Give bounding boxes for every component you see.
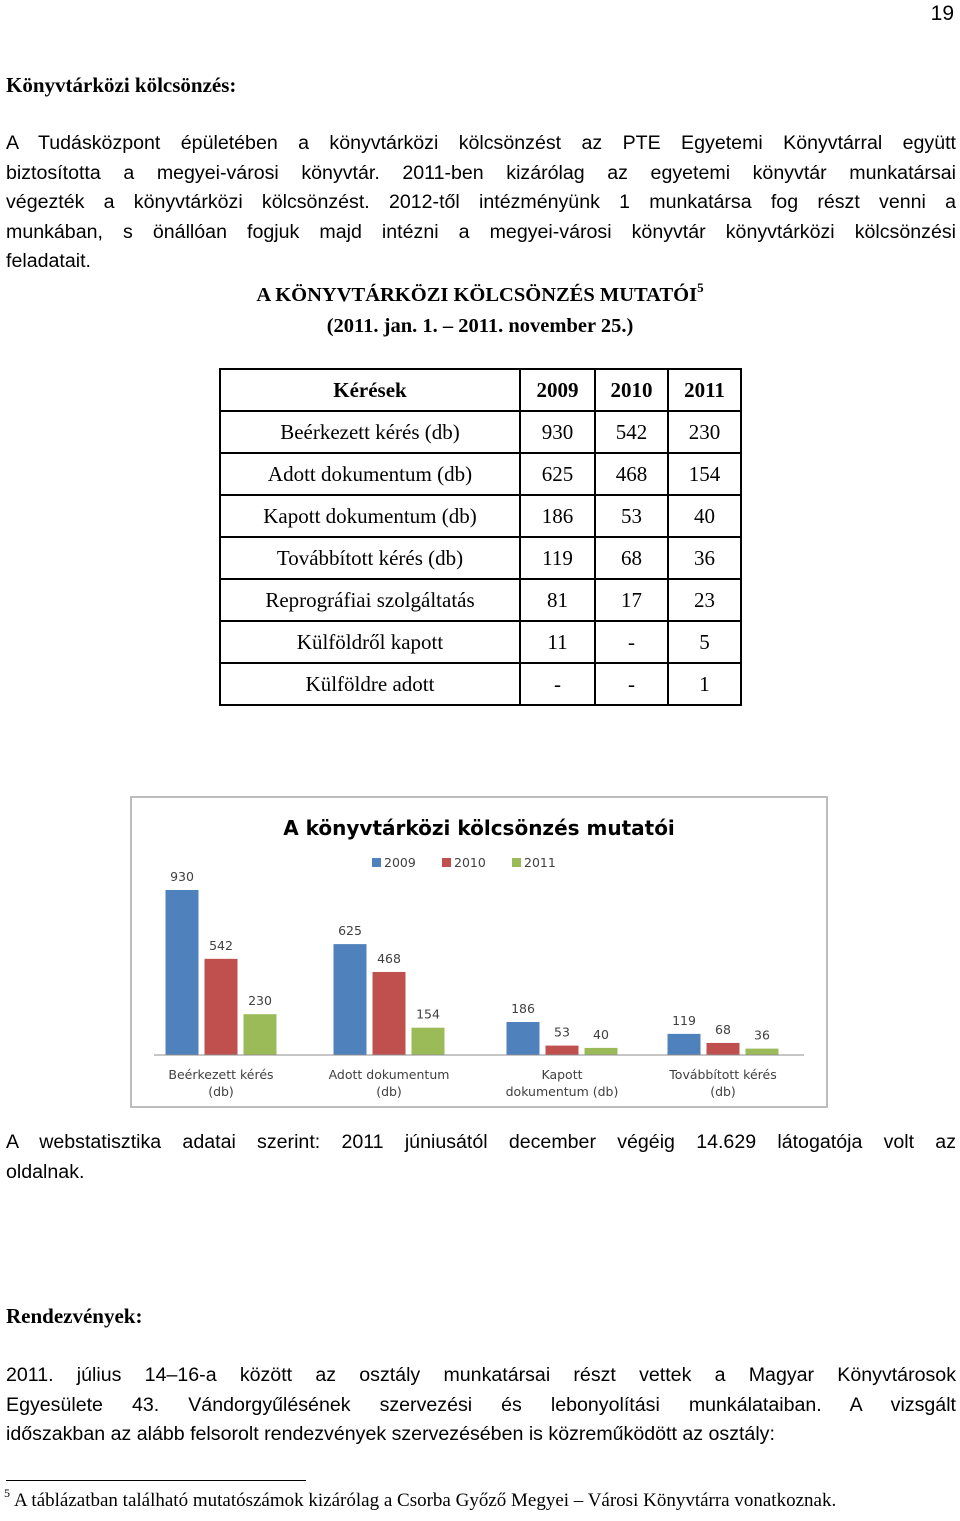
cell-2011: 154 bbox=[668, 453, 741, 495]
cell-2009: - bbox=[520, 663, 595, 705]
text-line: munkában, s önállóan fogjuk majd intézni a megyei-városi könyvtár könyvtárközi kölcsönzési bbox=[6, 220, 956, 243]
data-label-2011-2: 40 bbox=[593, 1026, 609, 1042]
cell-2010: 468 bbox=[595, 453, 668, 495]
chart-title: A könyvtárközi kölcsönzés mutatói bbox=[283, 816, 675, 840]
legend-label-2009: 2009 bbox=[384, 855, 416, 870]
footnote-reference: 5 bbox=[697, 280, 704, 295]
table-row bbox=[220, 453, 741, 495]
cell-2011: 23 bbox=[668, 579, 741, 621]
text-line: oldalnak. bbox=[6, 1160, 85, 1183]
header-2009: 2009 bbox=[520, 369, 595, 411]
bar-2009-1 bbox=[334, 944, 367, 1055]
cell-2010: - bbox=[595, 621, 668, 663]
text-line: biztosította a megyei-városi könyvtár. 2011-ben kizárólag az egyetemi könyvtár munkatársai bbox=[6, 161, 956, 184]
category-label-3-0: Továbbított kérés bbox=[669, 1067, 777, 1082]
header-requests: Kérések bbox=[220, 369, 520, 411]
row-label: Továbbított kérés (db) bbox=[220, 537, 520, 579]
bar-2011-3 bbox=[746, 1049, 779, 1055]
page-number: 19 bbox=[930, 2, 954, 25]
row-label: Beérkezett kérés (db) bbox=[220, 411, 520, 453]
row-label: Adott dokumentum (db) bbox=[220, 453, 520, 495]
data-label-2011-1: 154 bbox=[416, 1006, 440, 1022]
legend-swatch-2009 bbox=[372, 858, 381, 867]
bar-2010-3 bbox=[707, 1043, 740, 1055]
data-label-2011-0: 230 bbox=[248, 993, 272, 1009]
table-header-row bbox=[220, 369, 741, 411]
row-label: Reprográfiai szolgáltatás bbox=[220, 579, 520, 621]
bar-2009-3 bbox=[668, 1034, 701, 1055]
chart-frame bbox=[130, 796, 828, 1108]
bar-2009-0 bbox=[166, 890, 199, 1055]
cell-2010: 17 bbox=[595, 579, 668, 621]
category-label-2-1: dokumentum (db) bbox=[505, 1084, 619, 1099]
section-heading-interlibrary-loan: Könyvtárközi kölcsönzés: bbox=[6, 73, 237, 97]
cell-2009: 625 bbox=[520, 453, 595, 495]
cell-2009: 119 bbox=[520, 537, 595, 579]
data-label-2009-3: 119 bbox=[672, 1012, 696, 1028]
cell-2010: 542 bbox=[595, 411, 668, 453]
interlibrary-loan-table bbox=[219, 368, 742, 706]
data-label-2010-1: 468 bbox=[377, 950, 401, 966]
category-label-2-0: Kapott bbox=[541, 1067, 583, 1082]
text-line: végezték a könyvtárközi kölcsönzést. 2012-től intézményünk 1 munkatársa fog részt venni a bbox=[6, 191, 956, 213]
header-2011: 2011 bbox=[668, 369, 741, 411]
footnote bbox=[4, 1486, 837, 1512]
cell-2011: 1 bbox=[668, 663, 741, 705]
legend-swatch-2010 bbox=[442, 858, 451, 867]
text-line: A webstatisztika adatai szerint: 2011 júniusától december végéig 14.629 látogatója volt az bbox=[6, 1131, 956, 1153]
row-label: Kapott dokumentum (db) bbox=[220, 495, 520, 537]
category-label-3-1: (db) bbox=[710, 1084, 736, 1099]
cell-2011: 230 bbox=[668, 411, 741, 453]
data-label-2010-2: 53 bbox=[554, 1024, 570, 1040]
bar-2011-1 bbox=[412, 1028, 445, 1055]
legend-label-2010: 2010 bbox=[454, 855, 486, 870]
bar-2010-1 bbox=[373, 972, 406, 1055]
data-label-2009-2: 186 bbox=[511, 1001, 535, 1016]
cell-2010: - bbox=[595, 663, 668, 705]
cell-2011: 5 bbox=[668, 621, 741, 663]
table-row bbox=[220, 579, 741, 621]
cell-2009: 930 bbox=[520, 411, 595, 453]
category-label-1-0: Adott dokumentum bbox=[328, 1067, 450, 1082]
footnote-mark: 5 bbox=[4, 1486, 10, 1500]
paragraph-webstats bbox=[6, 1128, 956, 1187]
cell-2010: 53 bbox=[595, 495, 668, 537]
cell-2010: 68 bbox=[595, 537, 668, 579]
cell-2009: 81 bbox=[520, 579, 595, 621]
bar-2011-0 bbox=[244, 1014, 277, 1055]
data-label-2009-0: 930 bbox=[170, 869, 194, 884]
text-line: Egyesülete 43. Vándorgyűlésének szervezési és lebonyolítási munkálataiban. A vizsgált bbox=[6, 1393, 956, 1416]
data-label-2011-3: 36 bbox=[754, 1027, 770, 1043]
table-row bbox=[220, 663, 741, 705]
category-label-0-1: (db) bbox=[208, 1084, 234, 1099]
paragraph-events bbox=[6, 1361, 956, 1450]
header-2010: 2010 bbox=[595, 369, 668, 411]
bar-2010-0 bbox=[205, 959, 238, 1055]
table-row bbox=[220, 537, 741, 579]
legend-swatch-2011 bbox=[512, 858, 521, 867]
cell-2009: 11 bbox=[520, 621, 595, 663]
cell-2009: 186 bbox=[520, 495, 595, 537]
cell-2011: 36 bbox=[668, 537, 741, 579]
category-label-1-1: (db) bbox=[376, 1084, 402, 1099]
data-label-2009-1: 625 bbox=[338, 923, 362, 939]
data-label-2010-3: 68 bbox=[715, 1021, 731, 1037]
table-title-line2: (2011. jan. 1. – 2011. november 25.) bbox=[326, 315, 634, 337]
bar-2009-2 bbox=[507, 1022, 540, 1055]
text-line: feladatait. bbox=[6, 250, 91, 272]
footnote-separator bbox=[6, 1480, 306, 1481]
section-heading-events: Rendezvények: bbox=[6, 1304, 143, 1328]
text-line: időszakban az alább felsorolt rendezvények szervezésében is közreműködött az osztály: bbox=[6, 1423, 775, 1445]
category-label-0-0: Beérkezett kérés bbox=[168, 1067, 274, 1082]
table-row bbox=[220, 495, 741, 537]
paragraph-interlibrary-loan bbox=[6, 129, 956, 277]
cell-2011: 40 bbox=[668, 495, 741, 537]
table-title-line1: A KÖNYVTÁRKÖZI KÖLCSÖNZÉS MUTATÓI bbox=[256, 284, 698, 306]
text-line: 2011. július 14–16-a között az osztály munkatársai részt vettek a Magyar Könyvtárosok bbox=[6, 1364, 956, 1386]
data-label-2010-0: 542 bbox=[209, 937, 233, 953]
bar-2010-2 bbox=[546, 1046, 579, 1055]
table-title bbox=[0, 280, 960, 342]
table-row bbox=[220, 621, 741, 663]
bar-chart bbox=[132, 798, 826, 1106]
text-line: A Tudásközpont épületében a könyvtárközi kölcsönzést az PTE Egyetemi Könyvtárral együtt bbox=[6, 132, 956, 154]
bar-2011-2 bbox=[585, 1048, 618, 1055]
row-label: Külföldről kapott bbox=[220, 621, 520, 663]
table-row bbox=[220, 411, 741, 453]
row-label: Külföldre adott bbox=[220, 663, 520, 705]
legend-label-2011: 2011 bbox=[524, 855, 556, 870]
footnote-text: A táblázatban található mutatószámok kizárólag a Csorba Győző Megyei – Városi Könyvtárra vonatkoznak. bbox=[14, 1490, 837, 1511]
